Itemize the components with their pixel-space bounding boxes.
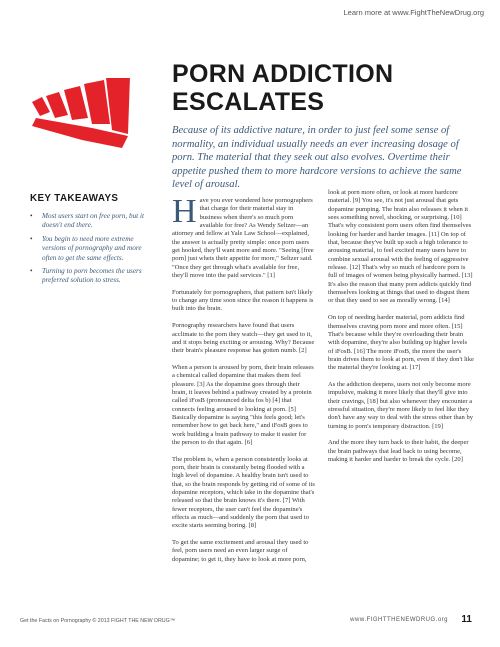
- body-paragraph: And the more they turn back to their habit, the deeper the brain pathways that lead back to using become, making it harder and harder to break the cycle. [20]: [328, 439, 469, 463]
- key-takeaways-heading: KEY TAKEAWAYS: [30, 193, 119, 204]
- bullet-icon: •: [30, 234, 33, 243]
- key-takeaways-list: [30, 212, 152, 286]
- body-paragraph: Fortunately for pornographers, that pattern isn't likely to change any time soon since the reason it happens is built into the brain.: [172, 288, 314, 313]
- bullet-icon: •: [30, 267, 33, 276]
- list-item: • Most users start on free porn, but it doesn't end there.: [30, 212, 144, 230]
- body-paragraph: As the addiction deepens, users not only become more impulsive, making it more likely that they'll give into their cravings, [18] but also whenever they encounter a stressful situation, they're more likely to feel like they don't have any way to deal with the stress other than by turning to porn's temporary distraction. [19]: [328, 380, 473, 430]
- header-link[interactable]: Learn more at www.FightTheNewDrug.org: [343, 8, 484, 17]
- body-column-1: [172, 193, 315, 572]
- title-line-2: ESCALATES: [172, 88, 325, 116]
- body-paragraph: To get the same excitement and arousal they used to feel, porn users need an even larger surge of dopamine; to get it, they have to look at more porn,: [172, 539, 309, 563]
- title-line-1: PORN ADDICTION: [172, 60, 394, 88]
- page-title: [172, 60, 472, 116]
- drop-cap: H: [172, 193, 197, 230]
- footer-url-link[interactable]: www.FIGHTTHENEWDRUG.org: [350, 617, 448, 623]
- body-paragraph: When a person is aroused by porn, their brain releases a chemical called dopamine that makes them feel pleasure. [3] As the dopamine goes through their brain, it leaves behind a pathway created by a protein called iFosB (pronounced delta fos b) [4] that connects feeling aroused to looking at porn. [5] Basically dopamine is saying "this feels good; let's remember how to get back here," and iFosB goes to work building a brain pathway to make it easier for the person to do that again. [6]: [172, 363, 314, 446]
- body-paragraph: On top of needing harder material, porn addicts find themselves craving porn more and more often. [15] That's because while they're overloading their brain with dopamine, they're also building up higher levels of iFosB. [16] The more iFosB, the more the user's brain drives them to look at porn, even if they don't like the material they're looking at. [17]: [328, 314, 474, 372]
- list-item: • Turning to porn becomes the users preferred solution to stress.: [30, 267, 142, 285]
- page-number: 11: [461, 614, 472, 625]
- body-paragraph: Have you ever wondered how pornographers that charge for their material stay in business when there's so much porn available for free? As Wendy Seltzer—an attorney and fellow at Yale Law School—explained, the answer is actually pretty simple: once porn users get hooked, they'll want more and more. "Seeing [free porn] just whets their appetite for more," Seltzer said. "Once they get through what's available for free, they'll move into the paid services." [1]: [172, 193, 314, 280]
- list-item: • You begin to need more extreme versions of pornography and more often to get the same effects.: [30, 234, 142, 262]
- body-column-2: [328, 189, 474, 473]
- bullet-icon: •: [30, 212, 33, 220]
- intro-paragraph: Because of its addictive nature, in order to just feel some sense of normality, an individual usually needs an ever increasing dosage of porn. The material that they seek out also evolves. Overtime their appetite pushed them to more hardcore versions to achieve the same level of arousal.: [172, 125, 462, 191]
- body-paragraph: look at porn more often, or look at more hardcore material. [9] You see, it's not just arousal that gets dopamine pumping. The brain also releases it when it sees something novel, shocking, or surprising. [10] That's why consistent porn users often find themselves looking for harder and harder images. [11] On top of that, because they've built up such a high tolerance to arousing material, to feel excited many users have to combine sexual arousal with the feeling of aggressive release. [12] That's why so much of hardcore porn is full of images of women being physically harmed. [13] It's also the reason that many porn addicts quickly find themselves looking at things that used to disgust them or that they used to see as morally wrong. [14]: [328, 189, 473, 305]
- footer-copyright: Get the Facts on Pornography © 2013 FIGHT THE NEW DRUG™: [20, 618, 176, 624]
- key-takeaways: [30, 193, 152, 290]
- body-paragraph: The problem is, when a person consistently looks at porn, their brain is constantly being flooded with a high level of dopamine. A healthy brain isn't used to that, so the brain responds by getting rid of some of its dopamine receptors, which take in the dopamine that's released so that the brain knows it's there. [7] With fewer receptors, the user can't feel the dopamine's effects as much—and suddenly the porn that used to excite starts seeming boring. [8]: [172, 455, 315, 530]
- body-paragraph: Pornography researchers have found that users acclimate to the porn they watch—they get used to it, and it stops being exciting or arousing. Why? Because their brain's pleasure response has gotten numb. [2]: [172, 322, 315, 355]
- escalating-stripes-logo-icon: [32, 78, 132, 148]
